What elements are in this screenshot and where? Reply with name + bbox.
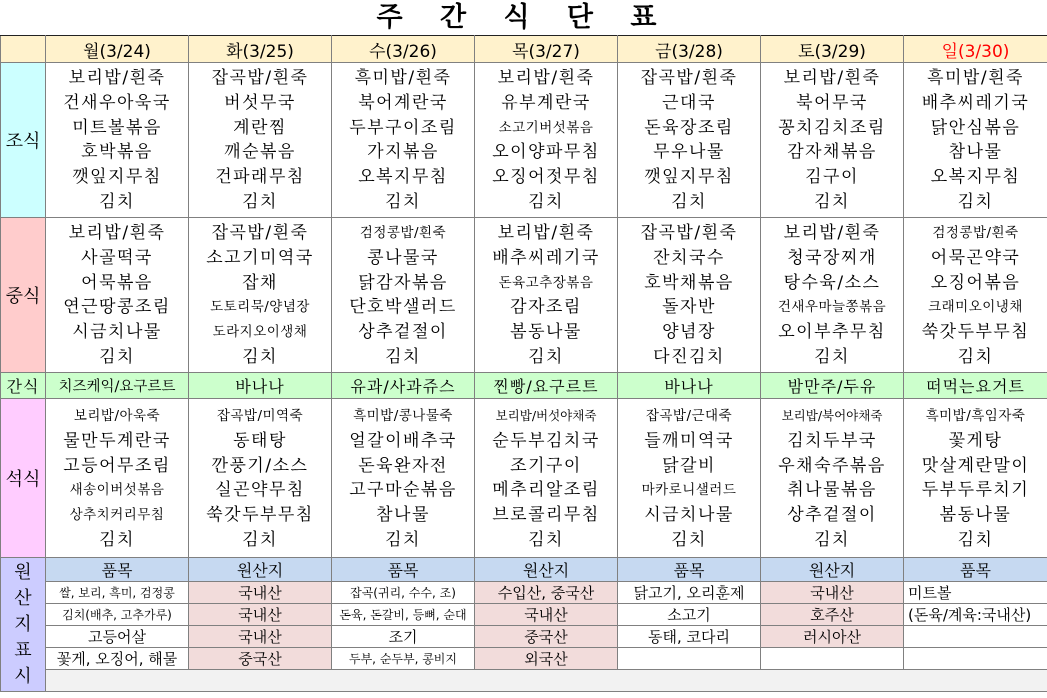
breakfast-cell — [475, 63, 618, 218]
menu-item: 감자조림 — [510, 297, 582, 318]
snack-label: 간식 — [1, 373, 46, 399]
breakfast-label: 조식 — [1, 63, 46, 218]
day-header-sun: 일(3/30) — [904, 36, 1047, 63]
meal-plan-table — [0, 35, 1047, 692]
menu-item: 참나물 — [376, 505, 430, 526]
menu-item: 김치 — [242, 529, 278, 550]
lunch-cell — [618, 218, 761, 373]
menu-item: 브로콜리무침 — [492, 505, 600, 526]
menu-item: 잔치국수 — [653, 247, 725, 268]
menu-item: 김치 — [528, 529, 564, 550]
origin-item: 조기 — [332, 626, 475, 648]
origin-item: 돈육, 돈갈비, 등뼈, 순대 — [332, 604, 475, 626]
origin-country: 국내산 — [189, 626, 332, 648]
breakfast-cell — [189, 63, 332, 218]
menu-item: 연근땅콩조림 — [63, 297, 171, 318]
origin-row — [1, 582, 1047, 604]
origin-country: 중국산 — [475, 626, 618, 648]
menu-item: 메추리알조림 — [492, 480, 600, 501]
origin-country: 국내산 — [761, 582, 904, 604]
menu-item: 깨순볶음 — [224, 142, 296, 163]
menu-item: 김치 — [814, 346, 850, 367]
menu-item: 봄동나물 — [510, 322, 582, 343]
menu-item: 보리밥/북어야채죽 — [781, 408, 883, 423]
menu-item: 오복지무침 — [358, 167, 448, 188]
menu-item: 단호박샐러드 — [349, 297, 457, 318]
origin-row — [1, 626, 1047, 648]
menu-item: 도토리묵/양념장 — [210, 299, 310, 316]
menu-item: 깻잎지무침 — [644, 167, 734, 188]
menu-item: 닭안심볶음 — [930, 117, 1021, 138]
origin-item: 잡곡(귀리, 수수, 조) — [332, 582, 475, 604]
lunch-cell — [475, 218, 618, 373]
origin-label: 원 산 지 표 시 — [1, 558, 46, 692]
menu-item: 보리밥/흰죽 — [783, 68, 881, 88]
menu-item: 쑥갓두부무침 — [921, 322, 1030, 343]
menu-item: 미트볼볶음 — [72, 117, 162, 138]
origin-item: 미트볼 — [904, 582, 1047, 604]
lunch-cell — [904, 218, 1047, 373]
menu-item: 두부두루치기 — [921, 480, 1030, 501]
menu-item: 보리밥/흰죽 — [783, 223, 881, 243]
origin-header-origin: 원산지 — [475, 558, 618, 582]
menu-item: 물만두계란국 — [63, 430, 171, 451]
menu-item: 건새우아욱국 — [63, 92, 171, 113]
day-header-fri: 금(3/28) — [618, 36, 761, 63]
origin-header-origin: 원산지 — [761, 558, 904, 582]
snack-cell: 찐빵/요구르트 — [475, 373, 618, 399]
menu-item: 마카로니샐러드 — [641, 482, 737, 499]
menu-item: 호박채볶음 — [644, 272, 734, 293]
dinner-cell — [332, 399, 475, 558]
menu-item: 김치 — [99, 346, 135, 367]
menu-item: 건새우마늘쫑볶음 — [777, 299, 887, 316]
dinner-cell — [618, 399, 761, 558]
origin-country: 러시아산 — [761, 626, 904, 648]
menu-item: 김치 — [957, 191, 994, 212]
menu-item: 돈육완자전 — [358, 455, 448, 476]
origin-item — [904, 648, 1047, 670]
menu-item: 김치 — [528, 191, 564, 212]
day-header-thu: 목(3/27) — [475, 36, 618, 63]
snack-cell: 유과/사과쥬스 — [332, 373, 475, 399]
menu-item: 소고기미역국 — [206, 247, 314, 268]
menu-item: 무우나물 — [653, 142, 725, 163]
origin-item — [904, 626, 1047, 648]
lunch-cell — [46, 218, 189, 373]
menu-item: 상추겉절이 — [358, 322, 448, 343]
menu-item: 취나물볶음 — [787, 480, 877, 501]
menu-item: 크래미오이냉채 — [928, 299, 1023, 316]
dinner-cell — [761, 399, 904, 558]
origin-item: 꽃게, 오징어, 해물 — [46, 648, 189, 670]
origin-header-row — [1, 558, 1047, 582]
lunch-label: 중식 — [1, 218, 46, 373]
snack-row — [1, 373, 1047, 399]
menu-item: 건파래무침 — [215, 167, 305, 188]
snack-cell: 치즈케익/요구르트 — [46, 373, 189, 399]
menu-item: 흑미밥/흰죽 — [927, 68, 1024, 88]
menu-item: 참나물 — [948, 142, 1003, 163]
breakfast-cell — [904, 63, 1047, 218]
menu-item: 실곤약무침 — [215, 480, 305, 501]
menu-item: 시금치나물 — [644, 505, 734, 526]
origin-header-item: 품목 — [46, 558, 189, 582]
menu-item: 청국장찌개 — [787, 247, 877, 268]
snack-cell: 밤만주/두유 — [761, 373, 904, 399]
menu-item: 탕수육/소스 — [783, 272, 881, 293]
breakfast-row — [1, 63, 1047, 218]
day-header-mon: 월(3/24) — [46, 36, 189, 63]
menu-item: 배추씨레기국 — [921, 92, 1030, 113]
menu-item: 가지볶음 — [367, 142, 439, 163]
page-title: 주 간 식 단 표 — [376, 2, 671, 33]
menu-item: 잡곡밥/흰죽 — [211, 223, 309, 243]
origin-country: 호주산 — [761, 604, 904, 626]
menu-item: 김치 — [957, 529, 994, 550]
menu-item: 검정콩밥/흰죽 — [359, 225, 447, 241]
lunch-cell — [332, 218, 475, 373]
menu-item: 유부계란국 — [501, 92, 591, 113]
menu-item: 우채숙주볶음 — [778, 455, 886, 476]
menu-item: 고등어무조림 — [63, 455, 171, 476]
menu-item: 잡곡밥/흰죽 — [640, 223, 738, 243]
origin-country: 국내산 — [189, 582, 332, 604]
menu-item: 오복지무침 — [930, 167, 1021, 188]
menu-item: 닭갈비 — [662, 455, 716, 476]
menu-item: 북어계란국 — [358, 92, 448, 113]
breakfast-cell — [332, 63, 475, 218]
menu-item: 근대국 — [662, 92, 716, 113]
breakfast-cell — [761, 63, 904, 218]
origin-country: 수입산, 중국산 — [475, 582, 618, 604]
menu-item: 북어무국 — [796, 92, 868, 113]
lunch-cell — [189, 218, 332, 373]
origin-country: 국내산 — [189, 604, 332, 626]
breakfast-cell — [46, 63, 189, 218]
menu-item: 꽁치김치조림 — [778, 117, 886, 138]
dinner-row — [1, 399, 1047, 558]
origin-country — [761, 648, 904, 670]
menu-item: 맛살계란말이 — [921, 455, 1030, 476]
menu-item: 김구이 — [805, 167, 859, 188]
menu-item: 김치 — [957, 346, 994, 367]
menu-item: 닭감자볶음 — [358, 272, 448, 293]
origin-item: 닭고기, 오리훈제 — [618, 582, 761, 604]
origin-item: (돈육/계육:국내산) — [904, 604, 1047, 626]
menu-item: 보리밥/흰죽 — [68, 68, 166, 88]
origin-header-item: 품목 — [618, 558, 761, 582]
origin-row-empty — [1, 670, 1047, 692]
lunch-cell — [761, 218, 904, 373]
origin-header-item: 품목 — [332, 558, 475, 582]
breakfast-cell — [618, 63, 761, 218]
menu-item: 오이양파무침 — [492, 142, 600, 163]
day-header-wed: 수(3/26) — [332, 36, 475, 63]
menu-item: 어묵곤약국 — [930, 247, 1021, 268]
origin-country: 국내산 — [475, 604, 618, 626]
origin-header-origin: 원산지 — [189, 558, 332, 582]
menu-item: 새송이버섯볶음 — [69, 482, 165, 499]
menu-item: 쑥갓두부무침 — [206, 505, 314, 526]
menu-item: 김치 — [814, 191, 850, 212]
menu-item: 보리밥/흰죽 — [497, 223, 595, 243]
menu-item: 김치 — [99, 191, 135, 212]
origin-item: 소고기 — [618, 604, 761, 626]
menu-item: 김치 — [242, 346, 278, 367]
menu-item: 감자채볶음 — [787, 142, 877, 163]
menu-item: 고구마순볶음 — [349, 480, 457, 501]
menu-item: 도라지오이생채 — [212, 324, 308, 341]
menu-item: 보리밥/버섯야채죽 — [495, 408, 597, 423]
menu-item: 흑미밥/흰죽 — [354, 68, 452, 88]
menu-item: 조기구이 — [510, 455, 582, 476]
header-corner — [1, 36, 46, 63]
dinner-cell — [475, 399, 618, 558]
dinner-cell — [904, 399, 1047, 558]
day-header-sat: 토(3/29) — [761, 36, 904, 63]
origin-country: 외국산 — [475, 648, 618, 670]
menu-item: 깻잎지무침 — [72, 167, 162, 188]
menu-item: 흑미밥/흑임자죽 — [925, 408, 1026, 424]
menu-item: 들깨미역국 — [644, 430, 734, 451]
menu-item: 콩나물국 — [367, 247, 439, 268]
origin-empty-cell — [46, 670, 1047, 692]
menu-item: 사골떡국 — [81, 247, 153, 268]
origin-item: 김치(배추, 고추가루) — [46, 604, 189, 626]
dinner-label: 석식 — [1, 399, 46, 558]
menu-item: 봄동나물 — [939, 505, 1012, 526]
menu-item: 시금치나물 — [72, 322, 162, 343]
dinner-cell — [46, 399, 189, 558]
menu-item: 돈육고추장볶음 — [498, 274, 594, 291]
menu-item: 두부구이조림 — [349, 117, 457, 138]
snack-cell: 떠먹는요거트 — [904, 373, 1047, 399]
menu-item: 오징어젓무침 — [492, 167, 600, 188]
origin-item: 고등어살 — [46, 626, 189, 648]
origin-item: 쌀, 보리, 흑미, 검정콩 — [46, 582, 189, 604]
menu-item: 동태탕 — [233, 430, 287, 451]
origin-header-item: 품목 — [904, 558, 1047, 582]
day-header-row — [1, 36, 1047, 63]
menu-item: 계란찜 — [233, 117, 287, 138]
dinner-cell — [189, 399, 332, 558]
menu-item: 돌자반 — [662, 297, 716, 318]
origin-item: 두부, 순두부, 콩비지 — [332, 648, 475, 670]
menu-item: 검정콩밥/흰죽 — [932, 225, 1019, 241]
snack-cell: 바나나 — [189, 373, 332, 399]
menu-item: 호박볶음 — [81, 142, 153, 163]
menu-item: 김치 — [385, 529, 421, 550]
menu-item: 김치 — [528, 346, 564, 367]
day-header-tue: 화(3/25) — [189, 36, 332, 63]
menu-item: 잡채 — [242, 272, 278, 293]
origin-row — [1, 604, 1047, 626]
menu-item: 김치두부국 — [787, 430, 877, 451]
menu-item: 김치 — [671, 191, 707, 212]
origin-item: 동태, 코다리 — [618, 626, 761, 648]
menu-item: 꽃게탕 — [948, 430, 1003, 451]
menu-item: 돈육장조림 — [644, 117, 734, 138]
menu-item: 김치 — [671, 529, 707, 550]
lunch-row — [1, 218, 1047, 373]
menu-item: 보리밥/아욱죽 — [73, 408, 161, 424]
menu-item: 오징어볶음 — [930, 272, 1021, 293]
menu-item: 어묵볶음 — [81, 272, 153, 293]
menu-item: 버섯무국 — [224, 92, 296, 113]
menu-item: 깐풍기/소스 — [211, 455, 309, 476]
menu-item: 김치 — [385, 191, 421, 212]
menu-item: 배추씨레기국 — [492, 247, 600, 268]
menu-item: 다진김치 — [653, 346, 725, 367]
menu-item: 잡곡밥/근대죽 — [645, 408, 733, 424]
snack-cell: 바나나 — [618, 373, 761, 399]
menu-item: 김치 — [385, 346, 421, 367]
origin-item — [618, 648, 761, 670]
menu-item: 김치 — [242, 191, 278, 212]
origin-row — [1, 648, 1047, 670]
menu-item: 상추치커리무침 — [69, 507, 165, 524]
menu-item: 보리밥/흰죽 — [497, 68, 595, 88]
menu-item: 오이부추무침 — [778, 322, 886, 343]
menu-item: 얼갈이배추국 — [349, 430, 457, 451]
menu-item: 잡곡밥/미역죽 — [216, 408, 304, 424]
menu-item: 잡곡밥/흰죽 — [640, 68, 738, 88]
menu-item: 양념장 — [662, 322, 716, 343]
menu-item: 소고기버섯볶음 — [498, 119, 594, 136]
menu-item: 상추겉절이 — [787, 505, 877, 526]
menu-item: 흑미밥/콩나물죽 — [353, 408, 453, 424]
menu-item: 보리밥/흰죽 — [68, 223, 166, 243]
origin-country: 중국산 — [189, 648, 332, 670]
menu-item: 김치 — [99, 529, 135, 550]
menu-item: 순두부김치국 — [492, 430, 600, 451]
menu-item: 잡곡밥/흰죽 — [211, 68, 309, 88]
menu-item: 김치 — [814, 529, 850, 550]
